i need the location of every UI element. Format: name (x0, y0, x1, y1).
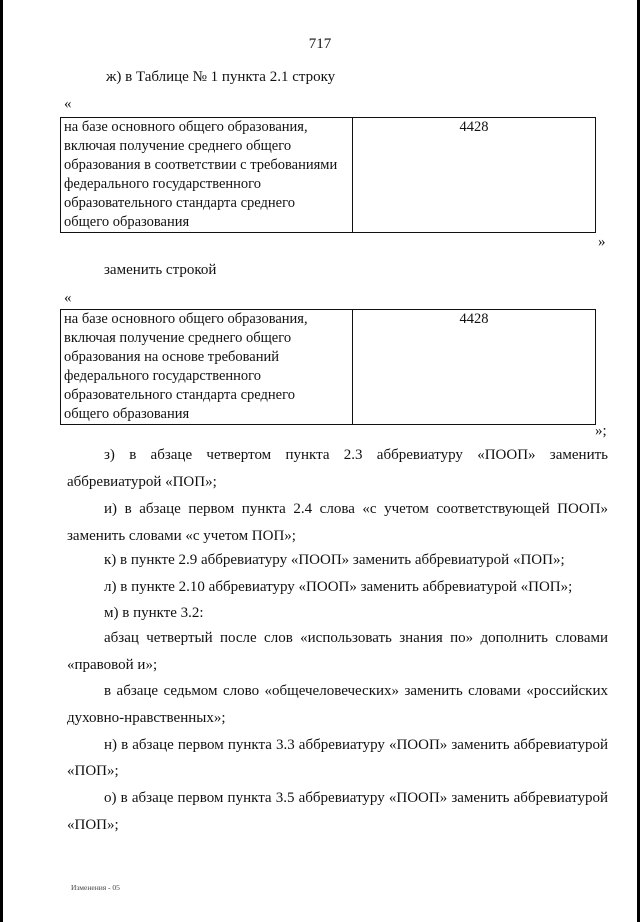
table-old-line: на базе основного общего образования, (64, 119, 308, 135)
para-o-line2: «ПОП»; (67, 817, 119, 833)
para-z-line2: аббревиатурой «ПОП»; (67, 474, 217, 490)
para-i-line1: и) в абзаце первом пункта 2.4 слова «с учетом соответствующей ПООП» (104, 501, 608, 517)
para-abz7-line1: в абзаце седьмом слово «общечеловеческих» заменить словами «российских (104, 683, 608, 699)
close-quote-semicolon: »; (595, 423, 607, 439)
table-new-line: федерального государственного (64, 368, 262, 384)
table-new-line: на базе основного общего образования, (64, 311, 308, 327)
table-new-row (60, 309, 596, 425)
close-quote-1: » (598, 234, 606, 250)
para-n-line1: н) в абзаце первом пункта 3.3 аббревиатуру «ПООП» заменить аббревиатурой (104, 737, 608, 753)
para-k: к) в пункте 2.9 аббревиатуру «ПООП» заменить аббревиатурой «ПОП»; (104, 552, 565, 568)
table-new-line: общего образования (64, 406, 190, 422)
table-old-line: федерального государственного (64, 176, 262, 192)
para-m: м) в пункте 3.2: (104, 605, 204, 621)
table-old-line: образовательного стандарта среднего (64, 195, 295, 211)
replace-with: заменить строкой (104, 262, 217, 278)
para-n-line2: «ПОП»; (67, 763, 119, 779)
table-new-value: 4428 (353, 310, 596, 425)
table-new-text (61, 310, 353, 425)
footer-note: Изменения - 05 (71, 883, 120, 892)
para-abz7-line2: духовно-нравственных»; (67, 710, 226, 726)
table-new-line: включая получение среднего общего (64, 330, 292, 346)
table-old-text (61, 118, 353, 233)
table-old-line: общего образования (64, 214, 190, 230)
para-i-line2: заменить словами «с учетом ПОП»; (67, 528, 296, 544)
para-l: л) в пункте 2.10 аббревиатуру «ПООП» заменить аббревиатурой «ПОП»; (104, 579, 573, 595)
table-old-row (60, 117, 596, 233)
para-abz4-line2: «правовой и»; (67, 657, 158, 673)
para-abz4-line1: абзац четвертый после слов «использовать знания по» дополнить словами (104, 630, 608, 646)
table-old-line: образования в соответствии с требованиями (64, 157, 338, 173)
page-number: 717 (308, 36, 332, 52)
open-quote-2: « (64, 290, 72, 306)
scan-edge-left (0, 0, 3, 922)
table-old-value: 4428 (353, 118, 596, 233)
para-o-line1: о) в абзаце первом пункта 3.5 аббревиатуру «ПООП» заменить аббревиатурой (104, 790, 608, 806)
item-zh: ж) в Таблице № 1 пункта 2.1 строку (106, 69, 336, 85)
table-new-line: образования на основе требований (64, 349, 280, 365)
para-z-line1: з) в абзаце четвертом пункта 2.3 аббревиатуру «ПООП» заменить (104, 447, 608, 463)
table-old-line: включая получение среднего общего (64, 138, 292, 154)
table-new-line: образовательного стандарта среднего (64, 387, 295, 403)
open-quote-1: « (64, 96, 72, 112)
